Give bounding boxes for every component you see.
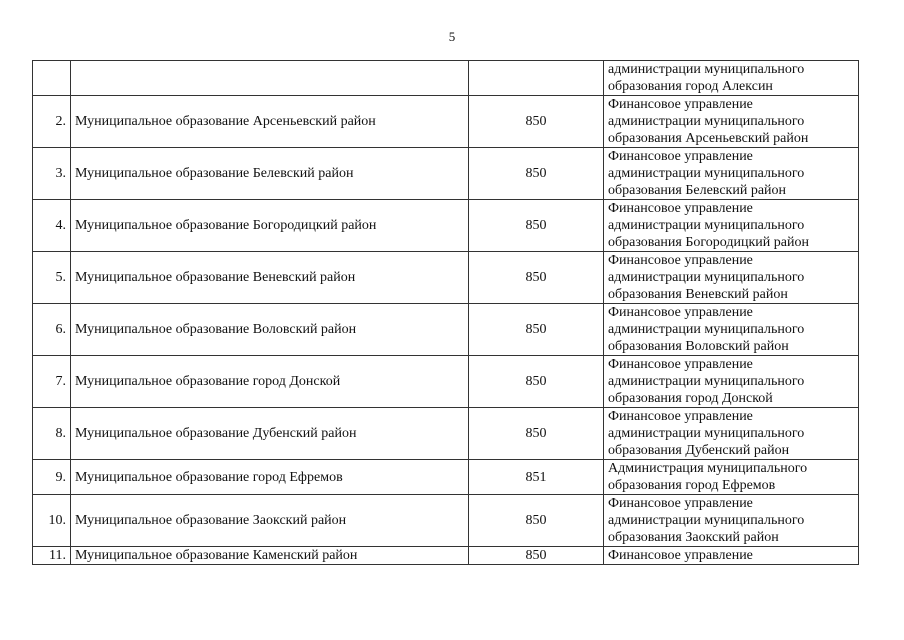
table-row [33, 304, 859, 356]
municipalities-table [32, 60, 859, 565]
code-cell: 850 [469, 304, 604, 356]
municipality-name-cell: Муниципальное образование город Донской [71, 356, 469, 408]
authority-line: администрации муниципального [608, 426, 805, 441]
code-cell: 850 [469, 547, 604, 565]
authority-line: Администрация муниципального [608, 461, 808, 476]
table-row [33, 252, 859, 304]
municipality-name-cell: Муниципальное образование Белевский район [71, 148, 469, 200]
table-row [33, 96, 859, 148]
municipality-name-cell: Муниципальное образование Воловский район [71, 304, 469, 356]
authority-cell [604, 304, 859, 356]
municipality-name-cell: Муниципальное образование Арсеньевский район [71, 96, 469, 148]
authority-line: Финансовое управление [608, 548, 753, 563]
authority-line: образования Веневский район [608, 287, 788, 302]
authority-cell [604, 408, 859, 460]
authority-line: администрации муниципального [608, 218, 805, 233]
authority-line: Финансовое управление [608, 253, 753, 268]
code-cell: 850 [469, 408, 604, 460]
authority-line: образования Дубенский район [608, 443, 790, 458]
page-number: 5 [448, 29, 456, 44]
table-row [33, 61, 859, 96]
municipality-name-cell: Муниципальное образование Веневский район [71, 252, 469, 304]
code-cell: 850 [469, 356, 604, 408]
table-row [33, 547, 859, 565]
municipality-name-cell: Муниципальное образование Богородицкий район [71, 200, 469, 252]
row-number-cell: 2. [33, 96, 71, 148]
code-cell: 850 [469, 495, 604, 547]
authority-line: Финансовое управление [608, 409, 753, 424]
row-number-cell: 8. [33, 408, 71, 460]
code-cell: 850 [469, 252, 604, 304]
authority-cell [604, 148, 859, 200]
authority-cell [604, 495, 859, 547]
row-number-cell: 5. [33, 252, 71, 304]
row-number-cell: 9. [33, 460, 71, 495]
authority-line: образования город Алексин [608, 79, 773, 94]
authority-line: образования Богородицкий район [608, 235, 809, 250]
row-number-cell [33, 61, 71, 96]
authority-line: Финансовое управление [608, 496, 753, 511]
authority-line: Финансовое управление [608, 149, 753, 164]
authority-cell [604, 252, 859, 304]
authority-cell [604, 61, 859, 96]
authority-cell [604, 356, 859, 408]
authority-line: администрации муниципального [608, 270, 805, 285]
authority-line: администрации муниципального [608, 62, 805, 77]
authority-cell [604, 200, 859, 252]
authority-line: администрации муниципального [608, 374, 805, 389]
row-number-cell: 7. [33, 356, 71, 408]
table-row [33, 200, 859, 252]
authority-line: образования Заокский район [608, 530, 779, 545]
municipality-name-cell: Муниципальное образование Заокский район [71, 495, 469, 547]
code-cell: 850 [469, 200, 604, 252]
code-cell [469, 61, 604, 96]
authority-line: образования Воловский район [608, 339, 789, 354]
authority-line: Финансовое управление [608, 357, 753, 372]
authority-line: администрации муниципального [608, 114, 805, 129]
table-row [33, 148, 859, 200]
row-number-cell: 10. [33, 495, 71, 547]
row-number-cell: 11. [33, 547, 71, 565]
authority-line: образования город Донской [608, 391, 773, 406]
authority-line: образования Белевский район [608, 183, 787, 198]
municipality-name-cell: Муниципальное образование Каменский район [71, 547, 469, 565]
authority-line: администрации муниципального [608, 166, 805, 181]
table-row [33, 460, 859, 495]
authority-line: Финансовое управление [608, 305, 753, 320]
code-cell: 850 [469, 148, 604, 200]
table-row [33, 495, 859, 547]
municipality-name-cell: Муниципальное образование город Ефремов [71, 460, 469, 495]
authority-line: Финансовое управление [608, 97, 753, 112]
row-number-cell: 6. [33, 304, 71, 356]
municipality-name-cell [71, 61, 469, 96]
authority-line: образования город Ефремов [608, 478, 776, 493]
authority-cell [604, 460, 859, 495]
row-number-cell: 4. [33, 200, 71, 252]
table-row [33, 356, 859, 408]
authority-line: образования Арсеньевский район [608, 131, 809, 146]
row-number-cell: 3. [33, 148, 71, 200]
authority-cell [604, 547, 859, 565]
code-cell: 851 [469, 460, 604, 495]
authority-cell [604, 96, 859, 148]
authority-line: администрации муниципального [608, 322, 805, 337]
municipality-name-cell: Муниципальное образование Дубенский район [71, 408, 469, 460]
authority-line: администрации муниципального [608, 513, 805, 528]
code-cell: 850 [469, 96, 604, 148]
table-row [33, 408, 859, 460]
authority-line: Финансовое управление [608, 201, 753, 216]
